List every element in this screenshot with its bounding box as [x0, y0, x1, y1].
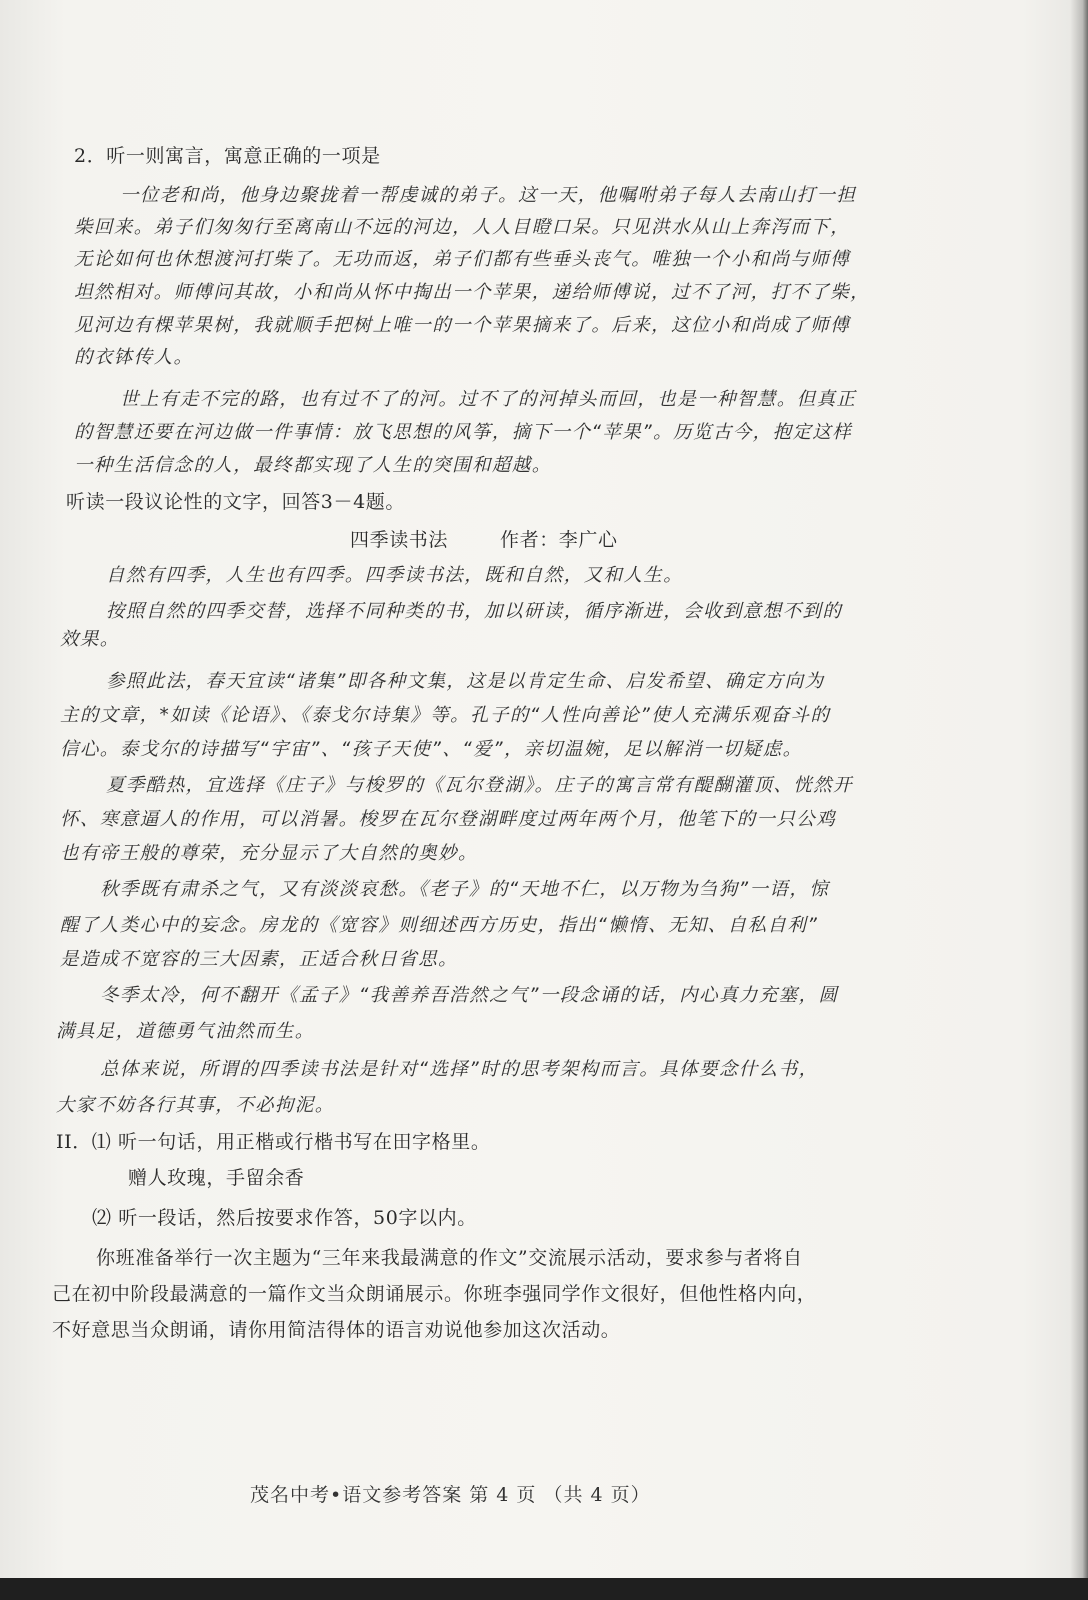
q3-4-intro: 听读一段议论性的文字，回答3－4题。 [66, 491, 405, 513]
parable-line-5: 见河边有棵苹果树，我就顺手把树上唯一的一个苹果摘来了。后来，这位小和尚成了师傅 [74, 315, 851, 336]
section-ii-item-2: ⑵ 听一段话，然后按要求作答，50字以内。 [92, 1207, 477, 1229]
essay-line-11: 醒了人类心中的妄念。房龙的《宽容》则细述西方历史，指出“懒惰、无知、自私自利” [60, 915, 819, 936]
section-ii-item-1: II．⑴ 听一句话，用正楷或行楷书写在田字格里。 [56, 1131, 491, 1153]
essay-line-12: 是造成不宽容的三大因素，正适合秋日省思。 [60, 949, 459, 970]
parable-line-2: 柴回来。弟子们匆匆行至离南山不远的河边，人人目瞪口呆。只见洪水从山上奔泻而下， [74, 217, 851, 238]
essay-title: 四季读书法 [350, 529, 449, 551]
parable-line-3: 无论如何也休想渡河打柴了。无功而返，弟子们都有些垂头丧气。唯独一个小和尚与师傅 [74, 249, 851, 270]
essay-line-7: 夏季酷热，宜选择《庄子》与梭罗的《瓦尔登湖》。庄子的寓言常有醍醐灌顶、恍然开 [106, 775, 853, 796]
essay-line-1: 自然有四季，人生也有四季。四季读书法，既和自然，又和人生。 [106, 565, 684, 586]
parable-line-4: 坦然相对。师傅问其故，小和尚从怀中掏出一个苹果，递给师傅说，过不了河，打不了柴， [74, 282, 871, 303]
essay-line-3: 效果。 [60, 629, 120, 650]
essay-line-10: 秋季既有肃杀之气，又有淡淡哀愁。《老子》的“天地不仁，以万物为刍狗”一语，惊 [100, 879, 830, 900]
essay-line-8: 怀、寒意逼人的作用，可以消暑。梭罗在瓦尔登湖畔度过两年两个月，他笔下的一只公鸡 [60, 809, 837, 830]
task-line-2: 己在初中阶段最满意的一篇作文当众朗诵展示。你班李强同学作文很好，但他性格内向， [52, 1283, 817, 1305]
page-footer: 茂名中考•语文参考答案 第 4 页 （共 4 页） [250, 1484, 651, 1506]
essay-line-6: 信心。泰戈尔的诗描写“宇宙”、“孩子天使”、“爱”，亲切温婉，足以解消一切疑虑。 [60, 739, 803, 760]
task-line-3: 不好意思当众朗诵，请你用简洁得体的语言劝说他参加这次活动。 [52, 1319, 621, 1341]
essay-line-9: 也有帝王般的尊荣，充分显示了大自然的奥妙。 [60, 843, 478, 864]
task-line-1: 你班准备举行一次主题为“三年来我最满意的作文”交流展示活动，要求参与者将自 [96, 1247, 803, 1269]
question-2: 2．听一则寓言，寓意正确的一项是 [74, 145, 381, 167]
essay-line-4: 参照此法，春天宜读“诸集”即各种文集，这是以肯定生命、启发希望、确定方向为 [106, 671, 825, 692]
parable-line-9: 一种生活信念的人，最终都实现了人生的突围和超越。 [74, 455, 552, 476]
scan-edge-right [1070, 0, 1088, 1600]
essay-line-16: 大家不妨各行其事，不必拘泥。 [56, 1095, 335, 1116]
essay-line-2: 按照自然的四季交替，选择不同种类的书，加以研读，循序渐进，会收到意想不到的 [106, 601, 843, 622]
parable-line-8: 的智慧还要在河边做一件事情：放飞思想的风筝，摘下一个“苹果”。历览古今，抱定这样 [74, 422, 853, 443]
parable-line-1: 一位老和尚，他身边聚拢着一帮虔诚的弟子。这一天，他嘱咐弟子每人去南山打一担 [120, 185, 857, 206]
phrase-to-write: 赠人玫瑰，手留余香 [128, 1167, 305, 1189]
essay-line-15: 总体来说，所谓的四季读书法是针对“选择”时的思考架构而言。具体要念什么书， [100, 1059, 819, 1080]
parable-line-7: 世上有走不完的路，也有过不了的河。过不了的河掉头而回，也是一种智慧。但真正 [120, 389, 857, 410]
parable-line-6: 的衣钵传人。 [74, 347, 194, 368]
essay-line-13: 冬季太冷，何不翻开《孟子》“我善养吾浩然之气”一段念诵的话，内心真力充塞，圆 [100, 985, 839, 1006]
scan-edge-bottom [0, 1578, 1088, 1600]
essay-line-14: 满具足，道德勇气油然而生。 [56, 1021, 315, 1042]
essay-author: 作者：李广心 [500, 529, 618, 551]
essay-line-5: 主的文章，*如读《论语》、《泰戈尔诗集》等。孔子的“人性向善论”使人充满乐观奋斗的 [60, 705, 831, 726]
